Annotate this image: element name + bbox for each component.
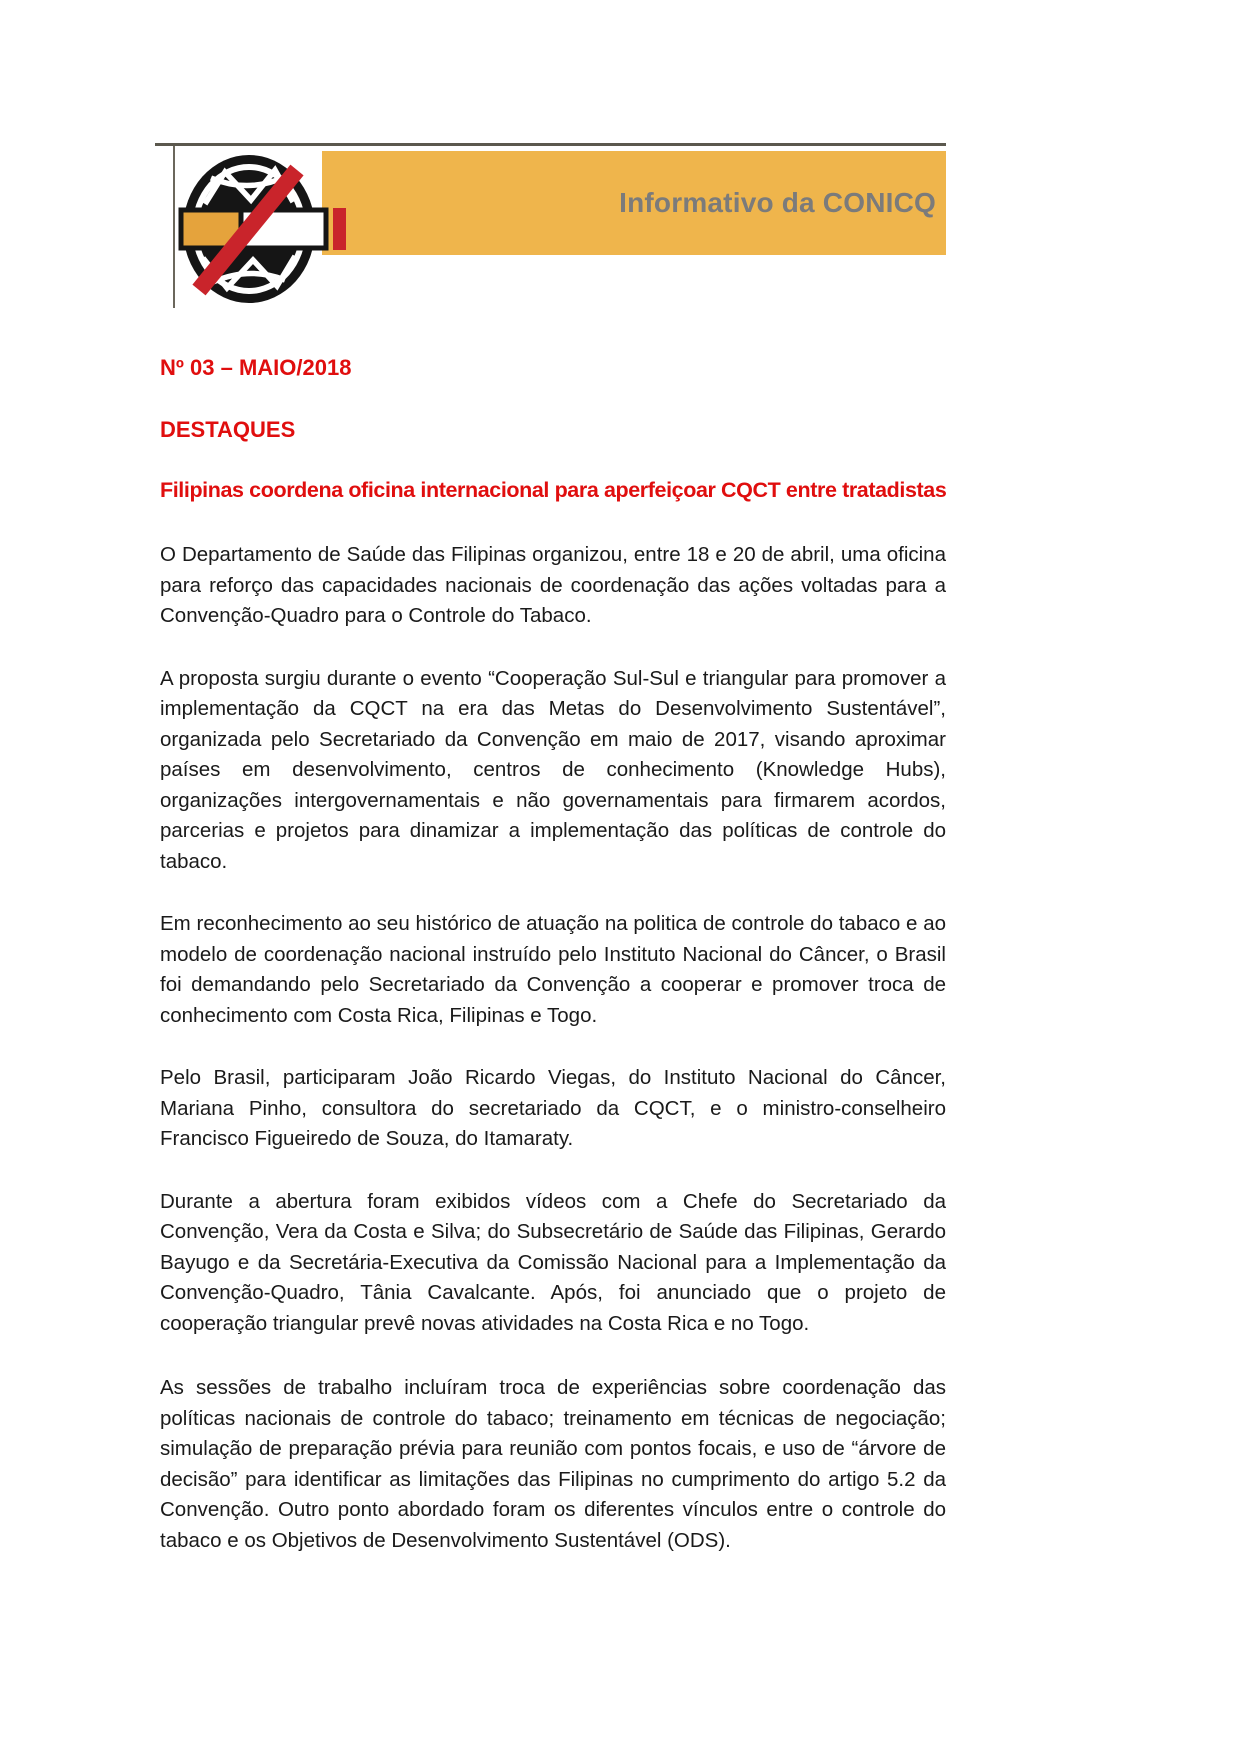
article-paragraph-3: Em reconhecimento ao seu histórico de atuação na politica de controle do tabaco e ao modelo de coordenação nacional instruído pelo Instituto Nacional do Câncer, o Brasil foi demandando pelo Secretariado da Convenção a cooperar e promover troca de conhecimento com Costa Rica, Filipinas e Togo. [160, 912, 946, 1027]
article-headline: Filipinas coordena oficina internacional para aperfeiçoar CQCT entre tratadistas [160, 478, 947, 502]
article-paragraph-1: O Departamento de Saúde das Filipinas organizou, entre 18 e 20 de abril, uma oficina para reforço das capacidades nacionais de coordenação das ações voltadas para a Convenção-Quadro para o Controle do Tabaco. [160, 543, 946, 627]
document-body [160, 143, 946, 1556]
no-smoking-globe-icon [175, 146, 360, 311]
article-paragraph-4: Pelo Brasil, participaram João Ricardo Viegas, do Instituto Nacional do Câncer, Mariana Pinho, consultora do secretariado da CQCT, e o ministro-conselheiro Francisco Figueiredo de Souza, do Itamaraty. [160, 1066, 946, 1150]
issue-line: Nº 03 – MAIO/2018 [160, 355, 352, 380]
article-paragraph-5: Durante a abertura foram exibidos vídeos com a Chefe do Secretariado da Convenção, Vera da Costa e Silva; do Subsecretário de Saúde das Filipinas, Gerardo Bayugo e da Secretária-Executiva da Comissão Nacional para a Implementação da Convenção-Quadro, Tânia Cavalcante. Após, foi anunciado que o projeto de cooperação triangular prevê novas atividades na Costa Rica e no Togo. [160, 1189, 946, 1335]
conicq-logo [173, 146, 322, 308]
newsletter-header [160, 143, 946, 310]
newsletter-title: Informativo da CONICQ [619, 187, 936, 218]
article-paragraph-6: As sessões de trabalho incluíram troca de experiências sobre coordenação das políticas nacionais de controle do tabaco; treinamento em técnicas de negociação; simulação de preparação prévia para reunião com pontos focais, e uso de “árvore de decisão” para identificar as limitações das Filipinas no cumprimento do artigo 5.2 da Convenção. Outro ponto abordado foram os diferentes vínculos entre o controle do tabaco e os Objetivos de Desenvolvimento Sustentável (ODS). [160, 1376, 946, 1552]
section-title: DESTAQUES [160, 417, 296, 442]
article-paragraph-2: A proposta surgiu durante o evento “Cooperação Sul-Sul e triangular para promover a implementação da CQCT na era das Metas do Desenvolvimento Sustentável”, organizada pelo Secretariado da Convenção em maio de 2017, visando aproximar países em desenvolvimento, centros de conhecimento (Knowledge Hubs), organizações intergovernamentais e não governamentais para firmarem acordos, parcerias e projetos para dinamizar a implementação das políticas de controle do tabaco. [160, 666, 946, 873]
header-banner [318, 151, 946, 255]
